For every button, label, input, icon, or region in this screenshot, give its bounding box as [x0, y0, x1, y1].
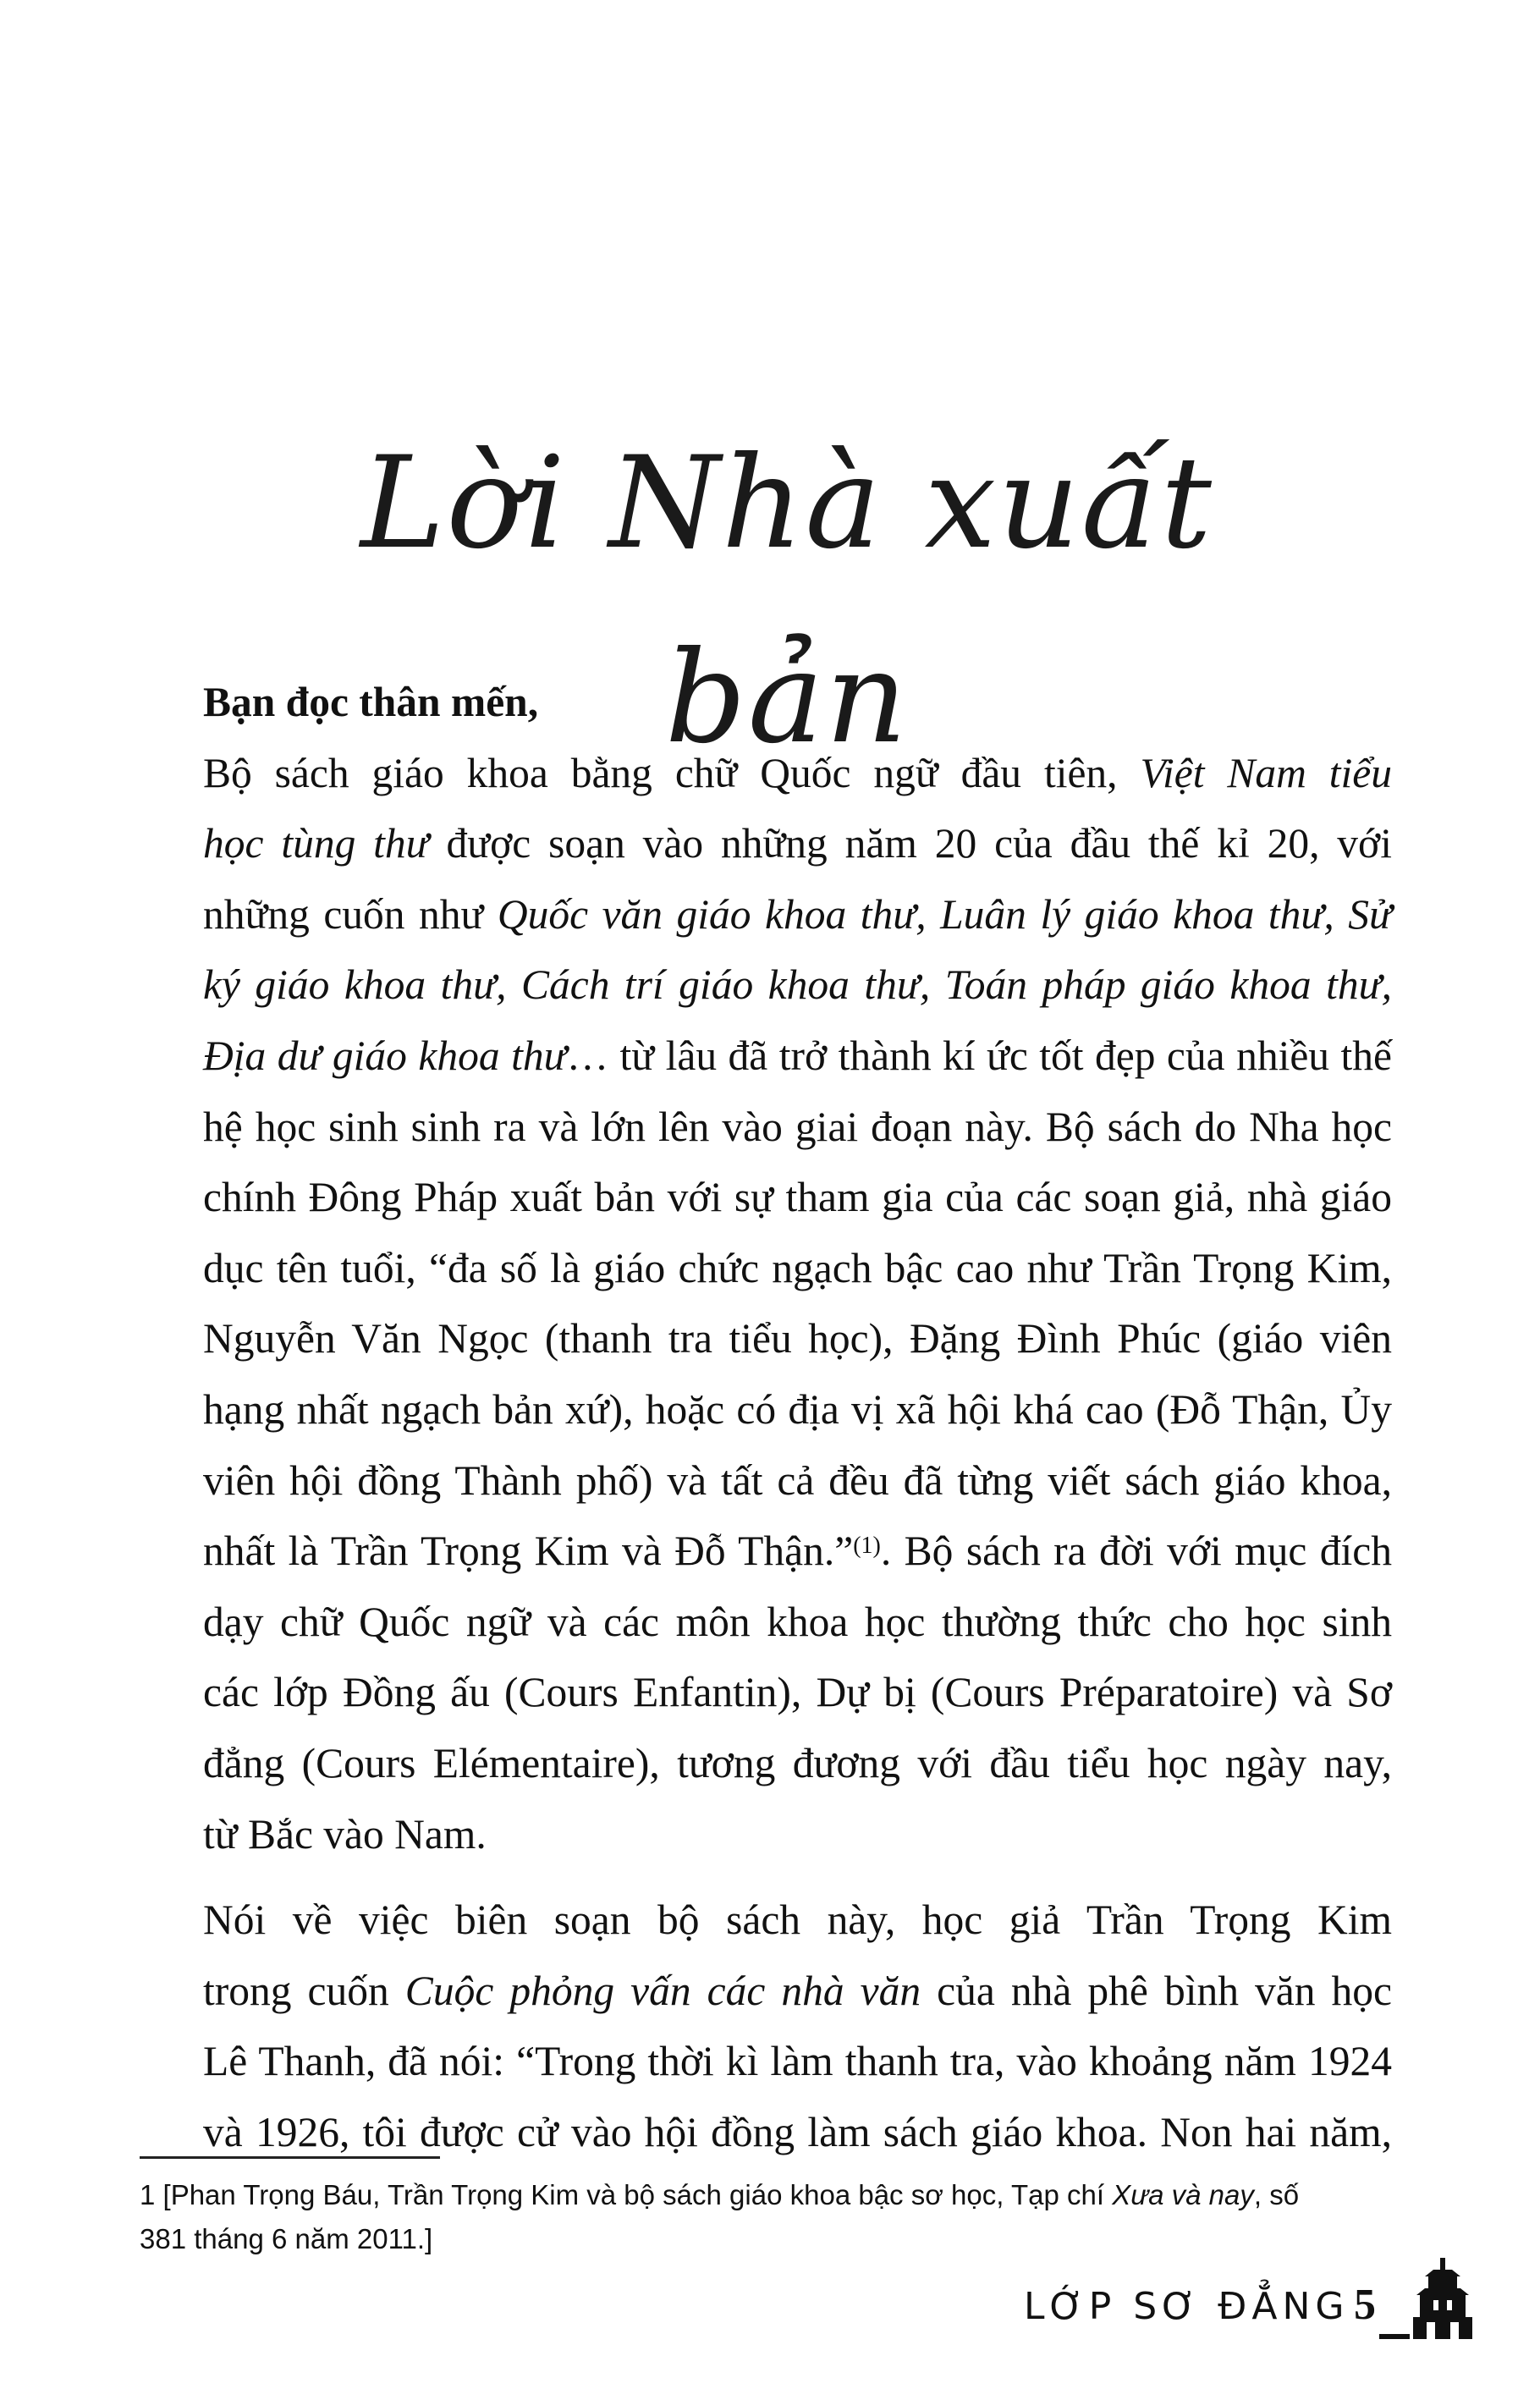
greeting: Bạn đọc thân mến, [203, 679, 539, 725]
text-line: dục tên tuổi, “đa số là giáo chức ngạch bậc cao như Trần Trọng Kim, [203, 1244, 1392, 1291]
text-line: dạy chữ Quốc ngữ và các môn khoa học thường thức cho học sinh [203, 1598, 1392, 1645]
text-span: được soạn vào những năm 20 của đầu thế kỉ 20, với [428, 820, 1392, 867]
footnote-italic: Xưa và nay [1112, 2179, 1254, 2210]
text-span: trong cuốn [203, 1967, 405, 2014]
paragraph-1 [203, 738, 1392, 1870]
running-header: LỚP SƠ ĐẲNG [1024, 2285, 1350, 2328]
text-line: chính Đông Pháp xuất bản với sự tham gia của các soạn giả, nhà giáo [203, 1174, 1392, 1221]
text-line: Nguyễn Văn Ngọc (thanh tra tiểu học), Đặng Đình Phúc (giáo viên [203, 1315, 1392, 1362]
footnote-marker: (1) [853, 1533, 881, 1560]
text-line [203, 1956, 1392, 2027]
text-line: hạng nhất ngạch bản xứ), hoặc có địa vị xã hội khá cao (Đỗ Thận, Ủy [203, 1385, 1392, 1433]
text-span: những cuốn như [203, 890, 498, 938]
footnote-text: 381 tháng 6 năm 2011.] [140, 2223, 433, 2254]
italic-text: ký giáo khoa thư, Cách trí giáo khoa thư, Toán pháp giáo khoa thư, [203, 961, 1392, 1009]
italic-text: học tùng thư [203, 820, 429, 867]
text-line: và 1926, tôi được cử vào hội đồng làm sách giáo khoa. Non hai năm, [203, 2108, 1392, 2155]
paragraph-2 [203, 1885, 1392, 2167]
text-line [203, 808, 1392, 879]
text-line: hệ học sinh sinh ra và lớn lên vào giai đoạn này. Bộ sách do Nha học [203, 1103, 1392, 1150]
body-text [203, 667, 1392, 2167]
text-line: từ Bắc vào Nam. [203, 1810, 487, 1858]
footnote-rule [140, 2156, 440, 2159]
text-line [203, 1021, 1392, 1092]
text-span: Bộ sách giáo khoa bằng chữ Quốc ngữ đầu tiên, [203, 749, 1141, 796]
text-line: Nói về việc biên soạn bộ sách này, học giả Trần Trọng Kim [203, 1896, 1392, 1944]
footnote-text: , số [1253, 2179, 1300, 2210]
footnote-text: 1 [Phan Trọng Báu, Trần Trọng Kim và bộ sách giáo khoa bậc sơ học, Tạp chí [140, 2179, 1113, 2210]
page-title: Lời Nhà xuất bản [360, 430, 1213, 772]
italic-text: Quốc văn giáo khoa thư, Luân lý giáo khoa thư, Sử [497, 890, 1392, 938]
italic-text: Việt Nam tiểu [1140, 749, 1392, 796]
text-span: nhất là Trần Trọng Kim và Đỗ Thận.” [203, 1528, 854, 1575]
text-line [203, 879, 1392, 950]
text-line: các lớp Đồng ấu (Cours Enfantin), Dự bị (Cours Préparatoire) và Sơ [203, 1669, 1392, 1716]
text-line: Lê Thanh, đã nói: “Trong thời kì làm thanh tra, vào khoảng năm 1924 [203, 2038, 1392, 2085]
footnote [140, 2173, 1392, 2261]
text-span: … từ lâu đã trở thành kí ức tốt đẹp của nhiều thế [566, 1032, 1392, 1079]
page-number: 5 [1354, 2281, 1376, 2329]
italic-text: Địa dư giáo khoa thư [203, 1032, 567, 1079]
italic-text: Cuộc phỏng vấn các nhà văn [404, 1967, 921, 2014]
text-span: . Bộ sách ra đời với mục đích [880, 1528, 1393, 1575]
text-line [203, 950, 1392, 1021]
text-line [203, 738, 1392, 809]
text-span: của nhà phê bình văn học [921, 1967, 1392, 2014]
temple-ornament-icon [1379, 2251, 1489, 2344]
text-line [203, 1516, 1392, 1587]
text-line: viên hội đồng Thành phố) và tất cả đều đã từng viết sách giáo khoa, [203, 1456, 1392, 1504]
text-line: đẳng (Cours Elémentaire), tương đương với đầu tiểu học ngày nay, [203, 1739, 1392, 1786]
